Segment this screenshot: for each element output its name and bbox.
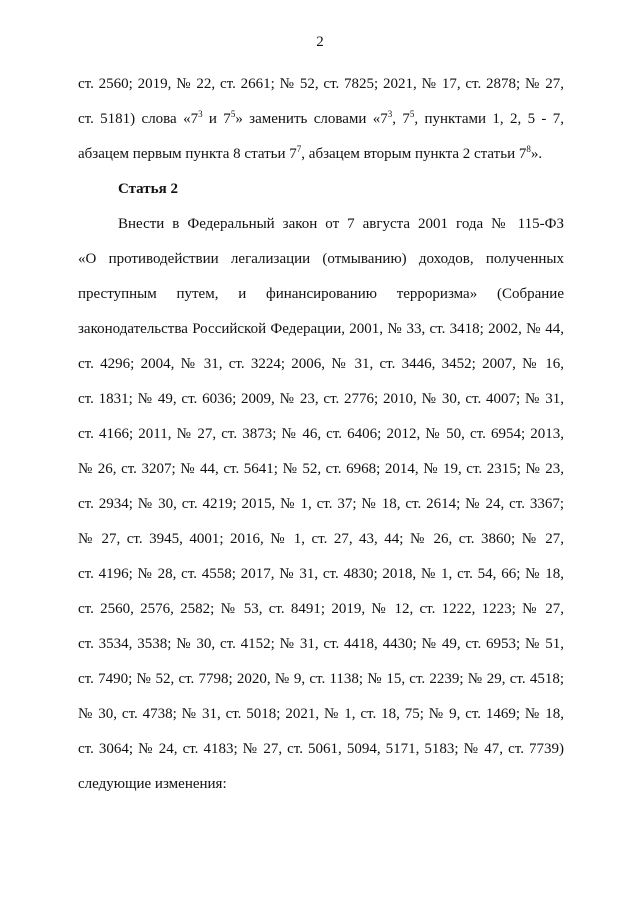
text-fragment: , абзацем вторым пункта 2 статьи 7	[301, 146, 527, 162]
text-fragment: , 7	[392, 111, 410, 127]
para2-line-11: ст. 4196; № 28, ст. 4558; 2017, № 31, ст. 4830; 2018, № 1, ст. 54, 66; № 18,	[78, 566, 564, 582]
para2-line-8: № 26, ст. 3207; № 44, ст. 5641; № 52, ст. 6968; 2014, № 19, ст. 2315; № 23,	[78, 461, 564, 477]
para2-line-2: «О противодействии легализации (отмыванию) доходов, полученных	[78, 251, 564, 267]
para2-line-17: следующие изменения:	[78, 776, 227, 792]
page-number: 2	[316, 34, 324, 50]
para2-line-13: ст. 3534, 3538; № 30, ст. 4152; № 31, ст. 4418, 4430; № 49, ст. 6953; № 51,	[78, 636, 564, 652]
para2-line-10: № 27, ст. 3945, 4001; 2016, № 1, ст. 27, 43, 44; № 26, ст. 3860; № 27,	[78, 531, 564, 547]
superscript: 8	[526, 144, 531, 154]
text-fragment: » заменить словами «7	[235, 111, 388, 127]
text-fragment: абзацем первым пункта 8 статьи 7	[78, 146, 297, 162]
para2-line-6: ст. 1831; № 49, ст. 6036; 2009, № 23, ст. 2776; 2010, № 30, ст. 4007; № 31,	[78, 391, 564, 407]
article-heading: Статья 2	[118, 181, 178, 197]
para2-line-12: ст. 2560, 2576, 2582; № 53, ст. 8491; 2019, № 12, ст. 1222, 1223; № 27,	[78, 601, 564, 617]
text-fragment: ».	[530, 146, 543, 162]
para2-line-3: преступным путем, и финансированию терроризма» (Собрание	[78, 286, 564, 302]
para1-line-3	[78, 144, 564, 164]
para2-line-1: Внести в Федеральный закон от 7 августа 2001 года № 115-ФЗ	[118, 216, 564, 232]
para2-line-15: № 30, ст. 4738; № 31, ст. 5018; 2021, № 1, ст. 18, 75; № 9, ст. 1469; № 18,	[78, 706, 564, 722]
superscript: 3	[387, 109, 393, 119]
superscript: 5	[409, 109, 415, 119]
superscript: 5	[230, 109, 236, 119]
superscript: 3	[198, 109, 203, 119]
superscript: 7	[296, 144, 302, 154]
para2-line-9: ст. 2934; № 30, ст. 4219; 2015, № 1, ст. 37; № 18, ст. 2614; № 24, ст. 3367;	[78, 496, 564, 512]
text-fragment: и 7	[202, 111, 231, 127]
text-fragment: ст. 5181) слова «7	[78, 111, 199, 127]
para1-line-2	[78, 109, 564, 129]
para2-line-5: ст. 4296; 2004, № 31, ст. 3224; 2006, № 31, ст. 3446, 3452; 2007, № 16,	[78, 356, 564, 372]
para2-line-4: законодательства Российской Федерации, 2001, № 33, ст. 3418; 2002, № 44,	[78, 321, 564, 337]
para2-line-14: ст. 7490; № 52, ст. 7798; 2020, № 9, ст. 1138; № 15, ст. 2239; № 29, ст. 4518;	[78, 671, 564, 687]
para1-line-1: ст. 2560; 2019, № 22, ст. 2661; № 52, ст. 7825; 2021, № 17, ст. 2878; № 27,	[78, 76, 564, 92]
para2-line-7: ст. 4166; 2011, № 27, ст. 3873; № 46, ст. 6406; 2012, № 50, ст. 6954; 2013,	[78, 426, 564, 442]
text-fragment: , пунктами 1, 2, 5 - 7,	[414, 111, 565, 127]
para2-line-16: ст. 3064; № 24, ст. 4183; № 27, ст. 5061, 5094, 5171, 5183; № 47, ст. 7739)	[78, 741, 564, 757]
